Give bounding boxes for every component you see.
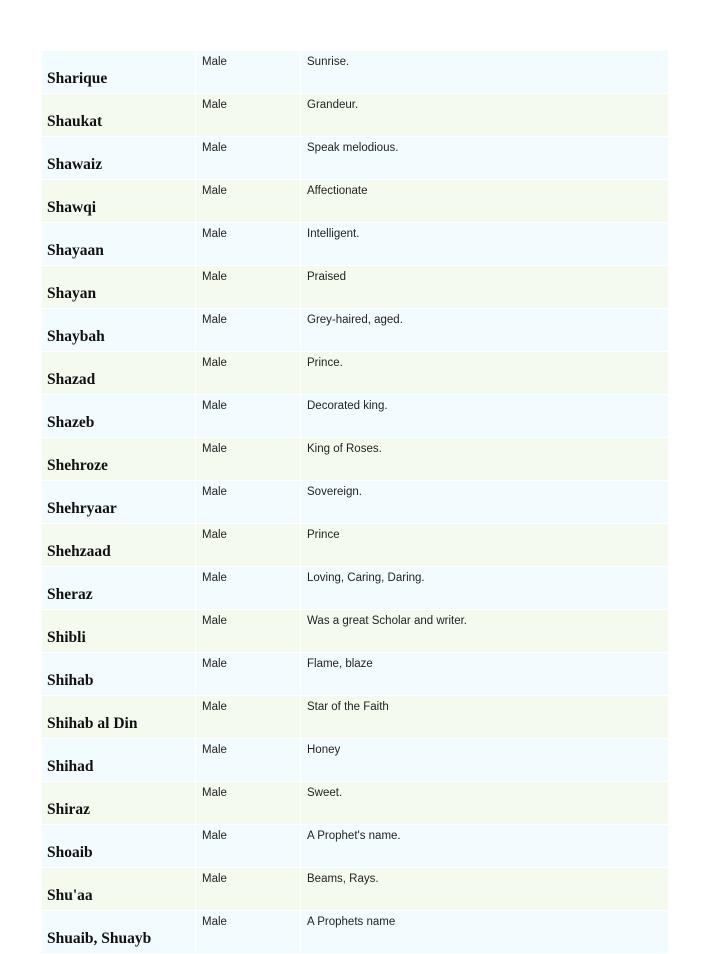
gender-cell: Male: [196, 868, 301, 911]
table-row: [42, 481, 668, 524]
names-table-body: [42, 51, 668, 954]
meaning-cell: Praised: [301, 266, 669, 309]
meaning-cell: Honey: [301, 739, 669, 782]
meaning-cell: Grandeur.: [301, 94, 669, 137]
name-cell: Shibli: [42, 610, 196, 653]
names-table: [42, 51, 668, 954]
name-cell: Shazeb: [42, 395, 196, 438]
table-row: [42, 352, 668, 395]
gender-cell: Male: [196, 223, 301, 266]
meaning-cell: Sweet.: [301, 782, 669, 825]
name-cell: Shawqi: [42, 180, 196, 223]
table-row: [42, 825, 668, 868]
table-row: [42, 567, 668, 610]
name-cell: Shuaib, Shuayb: [42, 911, 196, 954]
meaning-cell: Star of the Faith: [301, 696, 669, 739]
meaning-cell: Prince.: [301, 352, 669, 395]
table-row: [42, 610, 668, 653]
meaning-cell: A Prophet's name.: [301, 825, 669, 868]
gender-cell: Male: [196, 51, 301, 94]
gender-cell: Male: [196, 352, 301, 395]
meaning-cell: Sovereign.: [301, 481, 669, 524]
gender-cell: Male: [196, 395, 301, 438]
table-row: [42, 438, 668, 481]
gender-cell: Male: [196, 739, 301, 782]
name-cell: Shihad: [42, 739, 196, 782]
gender-cell: Male: [196, 309, 301, 352]
table-row: [42, 782, 668, 825]
name-cell: Shehzaad: [42, 524, 196, 567]
gender-cell: Male: [196, 481, 301, 524]
table-row: [42, 137, 668, 180]
gender-cell: Male: [196, 438, 301, 481]
meaning-cell: King of Roses.: [301, 438, 669, 481]
name-cell: Shaybah: [42, 309, 196, 352]
meaning-cell: Loving, Caring, Daring.: [301, 567, 669, 610]
meaning-cell: A Prophets name: [301, 911, 669, 954]
name-cell: Shayaan: [42, 223, 196, 266]
table-row: [42, 309, 668, 352]
meaning-cell: Decorated king.: [301, 395, 669, 438]
name-cell: Shayan: [42, 266, 196, 309]
name-cell: Shihab: [42, 653, 196, 696]
table-row: [42, 739, 668, 782]
gender-cell: Male: [196, 653, 301, 696]
name-cell: Shiraz: [42, 782, 196, 825]
meaning-cell: Prince: [301, 524, 669, 567]
gender-cell: Male: [196, 266, 301, 309]
name-cell: Shehroze: [42, 438, 196, 481]
table-row: [42, 524, 668, 567]
table-row: [42, 223, 668, 266]
table-row: [42, 911, 668, 954]
meaning-cell: Flame, blaze: [301, 653, 669, 696]
table-row: [42, 180, 668, 223]
meaning-cell: Intelligent.: [301, 223, 669, 266]
table-row: [42, 395, 668, 438]
gender-cell: Male: [196, 696, 301, 739]
meaning-cell: Grey-haired, aged.: [301, 309, 669, 352]
meaning-cell: Affectionate: [301, 180, 669, 223]
meaning-cell: Beams, Rays.: [301, 868, 669, 911]
name-cell: Shehryaar: [42, 481, 196, 524]
name-cell: Sharique: [42, 51, 196, 94]
meaning-cell: Speak melodious.: [301, 137, 669, 180]
gender-cell: Male: [196, 94, 301, 137]
meaning-cell: Sunrise.: [301, 51, 669, 94]
meaning-cell: Was a great Scholar and writer.: [301, 610, 669, 653]
name-cell: Shihab al Din: [42, 696, 196, 739]
gender-cell: Male: [196, 137, 301, 180]
gender-cell: Male: [196, 524, 301, 567]
name-cell: Sheraz: [42, 567, 196, 610]
name-cell: Shawaiz: [42, 137, 196, 180]
table-row: [42, 653, 668, 696]
table-row: [42, 868, 668, 911]
name-cell: Shaukat: [42, 94, 196, 137]
table-row: [42, 696, 668, 739]
table-row: [42, 51, 668, 94]
gender-cell: Male: [196, 610, 301, 653]
gender-cell: Male: [196, 180, 301, 223]
name-cell: Shazad: [42, 352, 196, 395]
name-cell: Shu'aa: [42, 868, 196, 911]
name-cell: Shoaib: [42, 825, 196, 868]
table-row: [42, 266, 668, 309]
gender-cell: Male: [196, 825, 301, 868]
gender-cell: Male: [196, 567, 301, 610]
table-row: [42, 94, 668, 137]
gender-cell: Male: [196, 782, 301, 825]
gender-cell: Male: [196, 911, 301, 954]
